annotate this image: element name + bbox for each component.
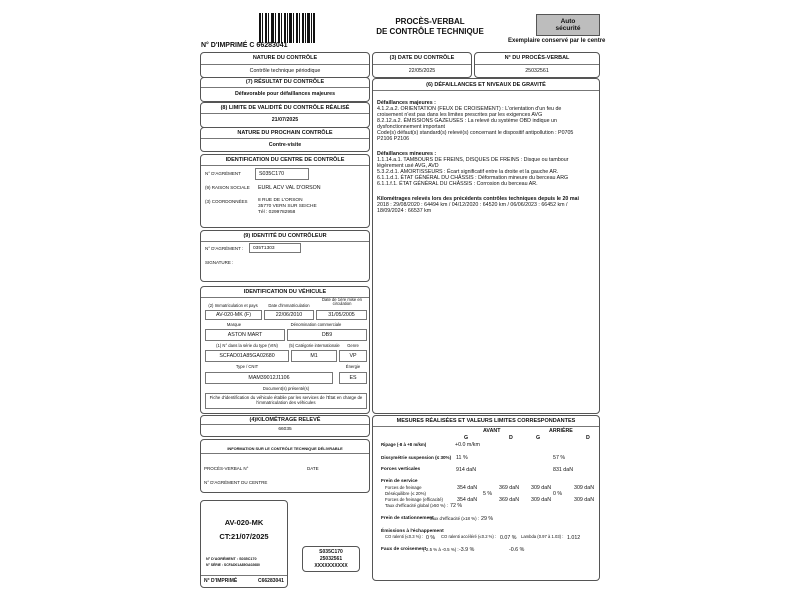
faux-value-1: -3.9 % (459, 547, 475, 553)
deliv-agrement-label: N° D'AGRÉMENT DU CENTRE (204, 480, 268, 485)
centre-coord-line3: Tél : 0299782958 (258, 210, 296, 215)
freinage2-ar-g: 309 daN (531, 497, 552, 503)
maj-line-1: 4.1.2.a.2. ORIENTATION (FEUX DE CROISEMENT) : L'orientation d'un feu de (377, 106, 562, 112)
km-history-line-1: 2018 : 29/08/2020 : 64494 km / 04/12/2020 : 64520 km / 06/06/2023 : 66452 km / (377, 202, 568, 208)
cat-label: (5) Catégorie internationale (289, 343, 340, 348)
limit-title: (8) LIMITE DE VALIDITÉ DU CONTRÔLE RÉALISÉ (220, 105, 350, 111)
ripage-value: +0.0 m/km (455, 442, 480, 448)
centre-agrement-value: S035C170 (255, 168, 309, 180)
maj-line-4: dysfonctionnement important (377, 124, 446, 130)
cat-value: M1 (291, 350, 337, 362)
lambda-value: 1.012 (567, 535, 581, 541)
date-immat-value: 22/06/2010 (264, 310, 314, 320)
deliv-pv-label: PROCÈS-VERBAL N° (204, 466, 249, 471)
date-value: 22/05/2025 (408, 68, 436, 74)
nature-value: Contrôle technique périodique (249, 68, 321, 74)
desequilibre-avant: 5 % (483, 491, 493, 497)
vin-value: SCFAD01A85GA02680 (205, 350, 289, 362)
next-value: Contre-visite (268, 142, 302, 148)
vehicule-title: IDENTIFICATION DU VÉHICULE (243, 289, 327, 295)
controleur-box (200, 230, 370, 282)
faux-value-2: -0.6 % (509, 547, 525, 553)
marque-value: ASTON MART (205, 329, 285, 341)
vin-label: (1) N° dans la série du type (VIN) (216, 343, 278, 348)
centre-coord-label: (3) COORDONNÉES (205, 199, 248, 204)
sticker-agr: N° D'AGRÉMENT : S035C170 (206, 557, 257, 561)
limit-value: 21/07/2025 (271, 117, 299, 123)
stamp-line2: 25032561 (319, 556, 343, 562)
maj-line-2: croisement n'est pas dans les limites prescrites par les exigences AVG (377, 112, 543, 118)
category-text: Auto sécurité (555, 17, 581, 32)
co2-value: 0.07 % (500, 535, 517, 541)
forces-avant: 914 daN (456, 467, 477, 473)
min-title: Défaillances mineures : (377, 151, 437, 157)
stationnement-value: 29 % (481, 516, 494, 522)
stamp-line1: S035C170 (319, 549, 343, 555)
docs-value (205, 393, 367, 409)
sticker-imprime-label: N° D'IMPRIMÉ (204, 578, 238, 584)
freinage-ar-d: 309 daN (574, 485, 595, 491)
pv-value: 25032561 (525, 68, 549, 74)
centre-agrement-label: N° D'AGRÉMENT (205, 171, 241, 176)
km-history-line-2: 18/09/2024 : 66537 km (377, 208, 432, 214)
maj-title: Défaillances majeures : (377, 100, 436, 106)
imprime-label: N° D'IMPRIMÉ C (201, 42, 255, 49)
faux-label: Faux de croisement (381, 547, 427, 552)
result-value: Défavorable pour défaillances majeures (234, 91, 336, 97)
freinage-ar-g: 309 daN (531, 485, 552, 491)
lambda-label: Lambda (0.97 à 1.03) : (521, 534, 564, 539)
dissym-arriere: 57 % (553, 455, 566, 461)
centre-coord-line1: 8 RUE DE L'ORSON (258, 198, 303, 203)
arriere-g-header: G (536, 435, 541, 441)
date-circ-label: Date de 1ère mise en circulation (321, 297, 363, 307)
min-line-4: 6.1.1.d.1. ÉTAT GÉNÉRAL DU CHÂSSIS : Déformation mineure du berceau ARG (377, 175, 569, 181)
avant-d-header: D (509, 435, 513, 441)
sticker-imprime-value: C66283041 (258, 578, 284, 584)
controleur-signature-label: SIGNATURE : (205, 260, 234, 265)
freinage2-label: Forces de freinage (efficacité) (385, 497, 443, 502)
desequilibre-label: Déséquilibre (≤ 20%) (385, 491, 426, 496)
denom-label: Dénomination commerciale (290, 322, 342, 327)
taux-value: 72 % (450, 503, 463, 509)
km-title: (4)KILOMÉTRAGE RELEVÉ (249, 417, 321, 423)
taux-label: Taux d'efficacité global (≥50 %) : (385, 503, 448, 508)
arriere-header: ARRIÈRE (549, 428, 573, 434)
centre-raison-value: EURL ACV VAL D'ORSON (258, 185, 321, 191)
sticker-box (200, 500, 288, 588)
stationnement-label: Frein de stationnement (381, 516, 434, 521)
freinage2-av-d: 369 daN (499, 497, 520, 503)
nature-box (200, 52, 370, 78)
barcode-graphic (259, 13, 315, 43)
copy-note: Exemplaire conservé par le centre (508, 38, 606, 44)
faux-range: (-2.5 % à -0.5 %) : (423, 547, 459, 552)
controleur-agrement-label: N° D'AGRÉMENT : (205, 246, 244, 251)
doc-title-line1: PROCÈS-VERBAL (395, 17, 465, 26)
km-history-title: Kilométrages relevés lors des précédents contrôles techniques depuis le 20 mai (377, 196, 579, 202)
date-title: (3) DATE DU CONTRÔLE (389, 55, 455, 61)
sticker-ct: CT:21/07/2025 (219, 532, 269, 541)
defaillances-box (372, 78, 600, 414)
stamp-box (302, 546, 360, 572)
avant-g-header: G (464, 435, 469, 441)
controleur-agrement-value: 035T1303 (249, 243, 301, 253)
freinage-av-d: 369 daN (499, 485, 520, 491)
energie-label: Énergie (345, 364, 361, 369)
dissym-avant: 11 % (456, 455, 468, 461)
service-label: Frein de service (381, 479, 418, 484)
imprime-value: 66283041 (256, 42, 288, 49)
centre-coord-line2: 35770 VERN SUR SEICHE (258, 204, 317, 209)
freinage2-av-g: 354 daN (457, 497, 478, 503)
deliv-title: INFORMATION SUR LE CONTRÔLE TECHNIQUE DÉLIVRABLE (227, 446, 343, 451)
doc-title-line2: DE CONTRÔLE TECHNIQUE (376, 27, 484, 36)
pv-title: N° DU PROCÈS-VERBAL (504, 55, 570, 61)
freinage-label: Forces de freinage (385, 485, 422, 490)
ripage-label: Ripage (-8 à +8 m/km) (381, 442, 427, 447)
date-immat-label: Date d'immatriculation (268, 303, 310, 308)
freinage-av-g: 354 daN (457, 485, 478, 491)
next-box (200, 127, 370, 152)
energie-value: ES (339, 372, 367, 384)
stamp-line3: XXXXXXXXXX (314, 563, 348, 569)
maj-line-6: P2106 P2106 (377, 136, 410, 142)
next-title: NATURE DU PROCHAIN CONTRÔLE (237, 130, 333, 136)
docs-value-text: Fiche d'identification du véhicule établie par les services de l'État en charge de l'immatriculation des véhicules (209, 395, 363, 405)
freinage2-ar-d: 309 daN (574, 497, 595, 503)
mesures-box (372, 415, 600, 581)
docs-label: Document(s) présenté(s) (262, 386, 310, 391)
forces-label: Forces verticales (381, 467, 421, 472)
maj-line-3: 8.2.12.a.2. ÉMISSIONS GAZEUSES : La relevé du système OBD indique un (377, 118, 557, 124)
emissions-label: Émissions à l'échappement (381, 529, 444, 534)
date-circ-value: 31/05/2005 (316, 310, 367, 320)
km-box (200, 415, 370, 437)
limit-box (200, 102, 370, 128)
pv-box (474, 52, 600, 78)
sticker-serie: N° SÉRIE : SCFAD01A85GA02680 (206, 563, 260, 567)
date-box (372, 52, 472, 78)
km-value: 66035 (278, 427, 292, 432)
result-title: (7) RÉSULTAT DU CONTRÔLE (245, 79, 325, 85)
mesures-title: MESURES RÉALISÉES ET VALEURS LIMITES CORRESPONDANTES (396, 418, 576, 424)
co-label: CO ralenti (≤0.3 %) : (385, 534, 424, 539)
stationnement-sub: Taux d'efficacité (≥18 %) : (429, 516, 480, 521)
min-line-3: 5.3.2.d.1. AMORTISSEURS : Écart significatif entre la droite et la gauche AR. (377, 169, 559, 175)
min-line-5: 6.1.1.f.1. ÉTAT GÉNÉRAL DU CHÂSSIS : Corrosion du berceau AR. (377, 181, 538, 187)
type-value: MAM39012J1106 (205, 372, 333, 384)
maj-line-5: Code(s) défaut(s) standard(s) relevé(s) concernant le dispositif antipollution : P0705 (377, 130, 574, 136)
controleur-title: (9) IDENTITÉ DU CONTRÔLEUR (243, 233, 327, 239)
centre-raison-label: (9) RAISON SOCIALE (205, 185, 250, 190)
imprime-number-header (201, 42, 288, 50)
arriere-d-header: D (586, 435, 590, 441)
centre-box (200, 154, 370, 228)
desequilibre-arriere: 0 % (553, 491, 563, 497)
deliv-date-label: DATE (307, 466, 319, 471)
defaillances-title: (6) DÉFAILLANCES ET NIVEAUX DE GRAVITÉ (426, 82, 546, 88)
genre-value: VP (339, 350, 367, 362)
min-line-1: 1.1.14.a.1. TAMBOURS DE FREINS, DISQUES DE FREINS : Disque ou tambour (377, 157, 569, 163)
denom-value: DB9 (287, 329, 367, 341)
immat-label: (2) Immatriculation et pays (208, 303, 258, 308)
min-line-2: légèrement usé AVG, AVD (377, 163, 439, 169)
result-box (200, 77, 370, 102)
delivrable-box (200, 439, 370, 493)
sticker-plate: AV-020-MK (224, 518, 264, 527)
marque-label: Marque (226, 322, 242, 327)
avant-header: AVANT (483, 428, 501, 434)
barcode (259, 13, 315, 43)
co-value: 0 % (426, 535, 436, 541)
dissym-label: Dissymétrie suspension (≤ 30%) (381, 455, 452, 460)
co2-label: CO ralenti accéléré (≤0.2 %) : (441, 534, 497, 539)
category-badge (536, 14, 600, 36)
genre-label: Genre (347, 343, 359, 348)
vehicule-box (200, 286, 370, 414)
forces-arriere: 831 daN (553, 467, 574, 473)
immat-value: AV-020-MK (F) (205, 310, 262, 320)
centre-title: IDENTIFICATION DU CENTRE DE CONTRÔLE (225, 157, 345, 163)
type-label: Type / CNIT (235, 364, 259, 369)
nature-title: NATURE DU CONTRÔLE (252, 55, 318, 61)
